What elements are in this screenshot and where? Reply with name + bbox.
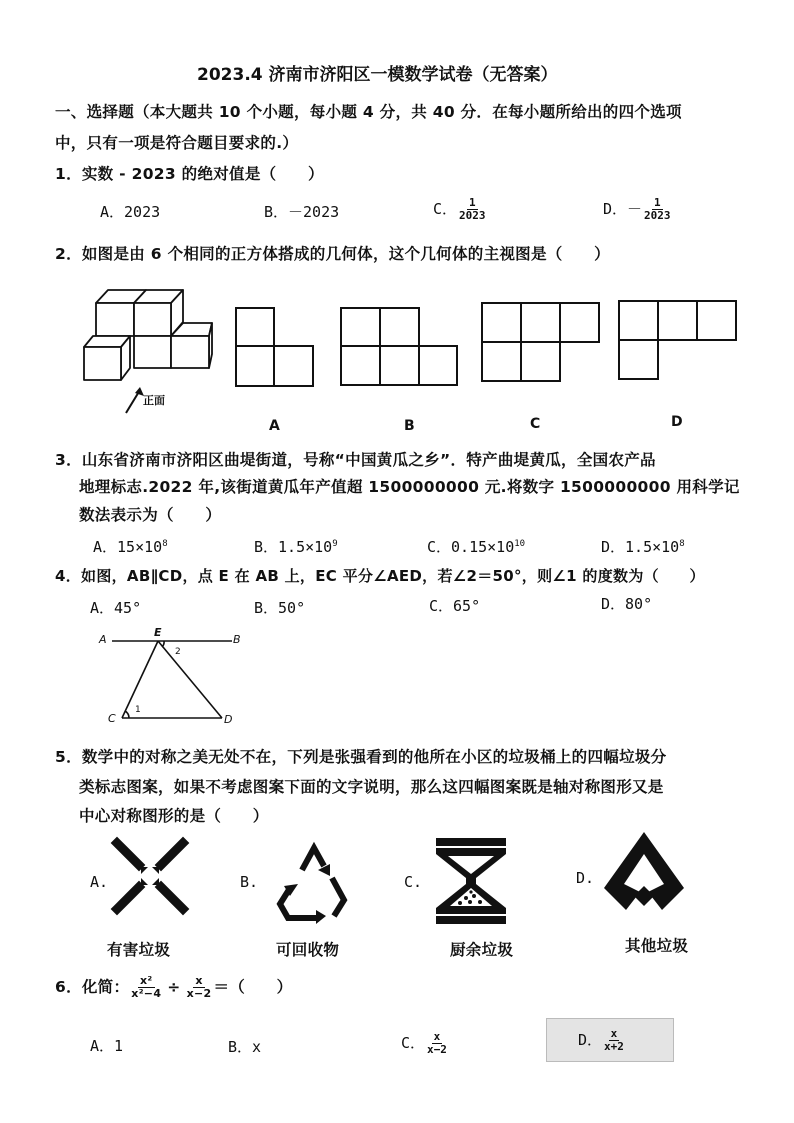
q5-option-c-letter: C. <box>404 873 423 891</box>
q4-point-e: E <box>154 626 162 639</box>
q2-view-d <box>619 301 749 391</box>
q3-line3: 数法表示为（ ） <box>79 506 222 524</box>
q3-option-d <box>601 536 685 557</box>
q1-c-denominator: 2023 <box>459 209 486 222</box>
q3-option-c <box>427 536 525 557</box>
q6-option-d <box>578 1028 626 1053</box>
q5-caption-b: 可回收物 <box>276 941 340 959</box>
q5-line1: 5．数学中的对称之美无处不在，下列是张强看到的他所在小区的垃圾桶上的四幅垃圾分 <box>55 748 667 766</box>
q3-line1: 3．山东省济南市济阳区曲堤街道，号称“中国黄瓜之乡”．特产曲堤黄瓜，全国农产品 <box>55 451 656 469</box>
q6-c-denominator: x−2 <box>427 1043 447 1056</box>
q5-caption-d: 其他垃圾 <box>625 937 689 955</box>
q4-option-b: B．50° <box>254 599 306 617</box>
q4-point-c: C <box>108 712 116 725</box>
q1-option-c-prefix: C． <box>433 200 458 218</box>
q3-c-exp: 10 <box>514 539 526 549</box>
page-title: 2023.4 济南市济阳区一模数学试卷（无答案） <box>197 65 558 85</box>
q2-label-c: C <box>530 416 541 432</box>
q6-f2-numerator: x <box>195 974 203 987</box>
q4-point-b: B <box>233 633 241 646</box>
q1-option-d-fraction <box>642 197 673 222</box>
q1-c-numerator: 1 <box>468 196 476 209</box>
q5-caption-a: 有害垃圾 <box>107 941 171 959</box>
q1-option-d <box>603 197 673 222</box>
q2-front-label: 正面 <box>143 394 165 407</box>
q4-option-d: D．80° <box>601 595 653 613</box>
q5-other-waste-symbol <box>600 828 690 923</box>
q5-hazardous-symbol <box>107 833 197 923</box>
q2-label-d: D <box>671 414 683 430</box>
q3-a-base: A．15×10 <box>93 538 163 556</box>
q6-option-c-prefix: C． <box>401 1034 426 1052</box>
q2-cube-figure <box>80 286 220 406</box>
q5-line3: 中心对称图形的是（ ） <box>79 807 269 825</box>
q2-label-b: B <box>404 418 415 434</box>
section-header-line2: 中，只有一项是符合题目要求的.） <box>55 134 299 152</box>
q1-stem: 1．实数 - 2023 的绝对值是（ ） <box>55 165 324 183</box>
q3-option-b <box>254 536 338 557</box>
q6-option-d-prefix: D． <box>578 1031 603 1049</box>
q6-prefix: 6．化简： <box>55 978 130 996</box>
q6-fraction-1 <box>129 975 163 1000</box>
q3-d-exp: 8 <box>679 539 685 549</box>
q6-option-d-fraction <box>602 1028 626 1053</box>
q6-d-denominator: x+2 <box>604 1040 624 1053</box>
q4-option-c: C．65° <box>429 597 481 615</box>
q6-f2-denominator: x−2 <box>186 987 212 1000</box>
q1-option-d-prefix: D．－ <box>603 200 643 218</box>
q4-point-a: A <box>99 633 107 646</box>
q1-d-numerator: 1 <box>653 196 661 209</box>
q5-option-b-letter: B. <box>240 873 259 891</box>
q3-b-base: B．1.5×10 <box>254 538 333 556</box>
q5-line2: 类标志图案，如果不考虑图案下面的文字说明，那么这四幅图案既是轴对称图形又是 <box>79 778 664 796</box>
q5-option-d-letter: D. <box>576 869 595 887</box>
section-header-line1: 一、选择题（本大题共 10 个小题，每小题 4 分，共 40 分．在每小题所给出的四个选项 <box>55 103 682 121</box>
q6-stem <box>55 975 292 1000</box>
q6-f1-denominator: x²−4 <box>131 987 162 1000</box>
q1-option-a: A．2023 <box>100 203 161 221</box>
q6-c-numerator: x <box>433 1030 441 1043</box>
q5-caption-c: 厨余垃圾 <box>450 941 514 959</box>
q1-option-b: B．－2023 <box>264 203 340 221</box>
q3-c-base: C．0.15×10 <box>427 538 515 556</box>
q3-option-a <box>93 536 168 557</box>
q3-line2: 地理标志.2022 年,该街道黄瓜年产值超 1500000000 元.将数字 1500000000 用科学记 <box>79 478 740 496</box>
q4-point-d: D <box>224 713 233 726</box>
q6-fraction-2 <box>185 975 214 1000</box>
q6-suffix: ＝（ ） <box>213 978 293 996</box>
q3-b-exp: 9 <box>332 539 338 549</box>
q6-option-c <box>401 1031 449 1056</box>
q5-kitchen-waste-symbol <box>432 838 512 928</box>
q4-angle-1: 1 <box>135 705 141 715</box>
q6-divide-sign: ÷ <box>167 978 181 996</box>
q4-stem: 4．如图，AB∥CD，点 E 在 AB 上，EC 平分∠AED，若∠2＝50°，则∠1 的度数为（ ） <box>55 567 705 585</box>
q3-d-base: D．1.5×10 <box>601 538 680 556</box>
q2-stem: 2．如图是由 6 个相同的正方体搭成的几何体，这个几何体的主视图是（ ） <box>55 245 610 263</box>
q6-d-numerator: x <box>610 1027 618 1040</box>
q2-view-c <box>482 303 612 393</box>
q6-f1-numerator: x² <box>140 974 153 987</box>
q2-label-a: A <box>269 418 280 434</box>
q1-option-c <box>433 197 488 222</box>
q1-d-denominator: 2023 <box>644 209 671 222</box>
q4-angle-2: 2 <box>175 647 181 657</box>
q6-option-b: B．x <box>228 1038 262 1056</box>
q3-a-exp: 8 <box>162 539 168 549</box>
q6-option-a: A．1 <box>90 1037 124 1055</box>
q6-option-c-fraction <box>425 1031 449 1056</box>
q2-view-b <box>341 308 471 398</box>
q1-option-c-fraction <box>457 197 488 222</box>
q5-option-a-letter: A. <box>90 873 109 891</box>
q5-recyclable-symbol <box>270 836 360 926</box>
q4-option-a: A．45° <box>90 599 142 617</box>
q2-view-a <box>236 308 326 398</box>
